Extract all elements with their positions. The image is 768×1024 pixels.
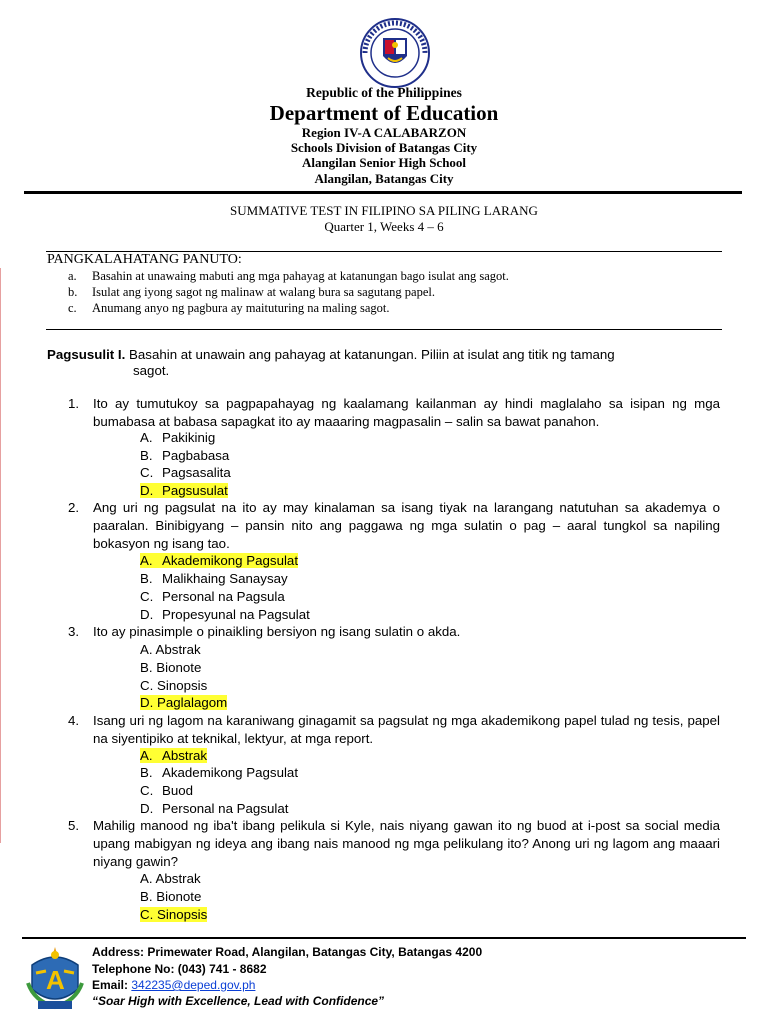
direction-item: b. Isulat ang iyong sagot ng malinaw at walang bura sa sagutang papel. xyxy=(68,285,435,299)
logo-letter: A xyxy=(46,965,65,995)
division-line: Schools Division of Batangas City xyxy=(290,140,478,155)
footer-email xyxy=(92,977,255,993)
deped-seal xyxy=(355,18,435,88)
option: A. Pakikinig xyxy=(140,430,216,445)
question-text: Isang uri ng lagom na karaniwang ginagamit sa pagsulat ng mga akademikong papel tulad ng tesis, papel na siyentipiko at teknikal, lektyur, at mga report. xyxy=(93,713,720,746)
option-answer: D. Paglalagom xyxy=(140,695,228,710)
question-number: 4. xyxy=(68,713,80,728)
question-text: Ang uri ng pagsulat na ito ay may kinalaman sa isang tiyak na larangang natutuhan sa akademya o paaralan. Binibigyang – pansin nito ang paggawa ng mga sulatin o pag – aaral tungkol sa napiling bokasyon ng isang tao. xyxy=(93,500,720,551)
question-number: 5. xyxy=(68,818,80,833)
test-title: SUMMATIVE TEST IN FILIPINO SA PILING LARANG xyxy=(230,203,538,218)
option: D. Propesyunal na Pagsulat xyxy=(140,607,310,622)
department-title: Department of Education xyxy=(269,101,499,125)
option: B. Malikhaing Sanaysay xyxy=(140,571,288,586)
option: D. Personal na Pagsulat xyxy=(140,801,289,816)
option-answer: C. Sinopsis xyxy=(140,907,208,922)
directions-bottom-divider xyxy=(46,329,722,330)
option: C. Personal na Pagsula xyxy=(140,589,285,604)
option: C. Sinopsis xyxy=(140,678,208,693)
header-divider xyxy=(24,191,742,194)
directions-divider xyxy=(46,251,722,252)
section-instruction-cont: sagot. xyxy=(133,363,170,378)
question-text: Mahilig manood ng iba't ibang pelikula si Kyle, nais niyang gawan ito ng buod at i-post sa social media upang mabigyan ng ideya ang ibang nais manood ng mga pelikulang ito? Anong uri ng lagom ang maaari niyang gawin? xyxy=(93,818,720,869)
section-label: Pagsusulit I. xyxy=(47,347,126,362)
section-instruction xyxy=(47,346,707,364)
option-answer: A. Akademikong Pagsulat xyxy=(140,553,299,568)
question-number: 3. xyxy=(68,624,80,639)
school-line: Alangilan Senior High School xyxy=(301,155,467,170)
footer-motto: “Soar High with Excellence, Lead with Confidence” xyxy=(92,994,385,1008)
question-number: 1. xyxy=(68,396,80,411)
direction-item: a. Basahin at unawaing mabuti ang mga pahayag at katanungan bago isulat ang sagot. xyxy=(68,269,509,283)
option: A. Abstrak xyxy=(140,871,201,886)
question-number: 2. xyxy=(68,500,80,515)
section-instruction-text: Basahin at unawain ang pahayag at katanungan. Piliin at isulat ang titik ng tamang xyxy=(129,347,615,362)
question-text: Ito ay tumutukoy sa pagpapahayag ng kaalamang kailanman ay hindi maglalaho sa isipan ng mga bumabasa at babasa sapagkat ito ay maaaring magpasalin – salin sa bawat panahon. xyxy=(93,396,720,429)
option: B. Akademikong Pagsulat xyxy=(140,765,299,780)
question-2 xyxy=(68,499,720,553)
email-label: Email: xyxy=(92,978,129,992)
city-line: Alangilan, Batangas City xyxy=(314,171,454,186)
footer-divider xyxy=(22,937,746,939)
option: C. Buod xyxy=(140,783,194,798)
footer-telephone: Telephone No: (043) 741 - 8682 xyxy=(92,962,267,976)
question-1 xyxy=(68,395,720,431)
question-3 xyxy=(68,623,720,641)
option-answer: A. Abstrak xyxy=(140,748,208,763)
margin-mark xyxy=(0,268,1,843)
republic-line: Republic of the Philippines xyxy=(306,85,462,100)
question-text: Ito ay pinasimple o pinaikling bersiyon ng isang sulatin o akda. xyxy=(93,624,461,639)
school-logo xyxy=(24,943,86,1013)
option: A. Abstrak xyxy=(140,642,201,657)
option: B. Pagbabasa xyxy=(140,448,230,463)
option: B. Bionote xyxy=(140,889,202,904)
email-link[interactable]: 342235@deped.gov.ph xyxy=(131,978,256,992)
region-line: Region IV-A CALABARZON xyxy=(301,125,467,140)
option: B. Bionote xyxy=(140,660,202,675)
question-4 xyxy=(68,712,720,748)
test-subtitle: Quarter 1, Weeks 4 – 6 xyxy=(324,219,444,234)
footer-address: Address: Primewater Road, Alangilan, Batangas City, Batangas 4200 xyxy=(92,945,483,959)
directions-heading: PANGKALAHATANG PANUTO: xyxy=(47,252,242,267)
option: C. Pagsasalita xyxy=(140,465,231,480)
direction-item: c. Anumang anyo ng pagbura ay maituturing na maling sagot. xyxy=(68,301,390,315)
option-answer: D. Pagsusulat xyxy=(140,483,228,498)
question-5 xyxy=(68,817,720,871)
